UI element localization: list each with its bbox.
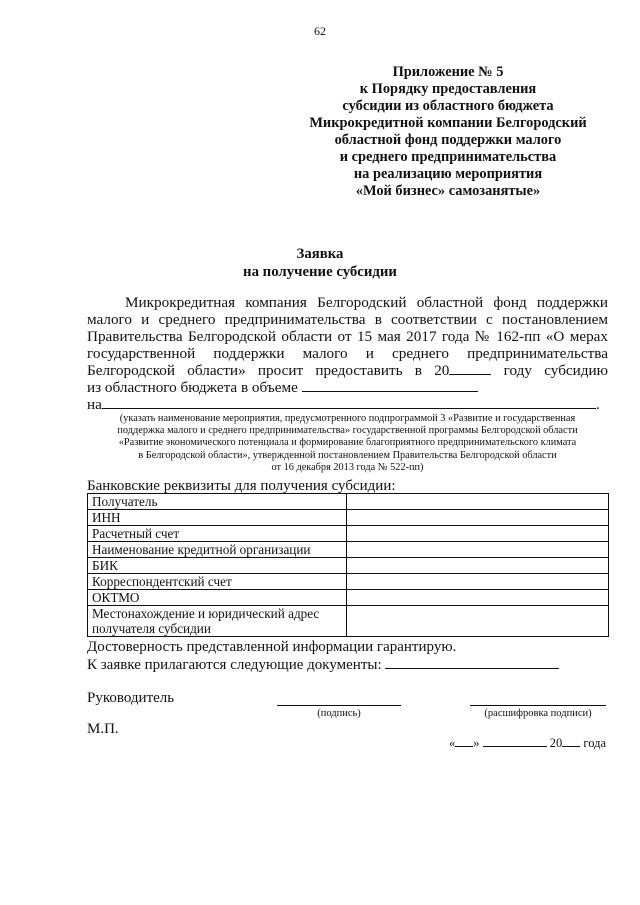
- hint-line: поддержка малого и среднего предпринимательства» государственной программы Белгородской области: [117, 425, 578, 437]
- row-value[interactable]: [347, 510, 609, 526]
- table-row: [88, 558, 609, 574]
- row-label: Корреспондентский счет: [88, 574, 347, 590]
- day-field[interactable]: [455, 746, 473, 747]
- form-title: [0, 245, 640, 281]
- purpose-period: .: [595, 396, 600, 413]
- appendix-header: [300, 64, 596, 200]
- signature-field[interactable]: [277, 705, 401, 706]
- attachments-field[interactable]: [385, 668, 559, 669]
- date-open-quote: «: [449, 736, 456, 750]
- row-label: ИНН: [88, 510, 347, 526]
- row-label: Получатель: [88, 494, 347, 510]
- page-number: 62: [314, 24, 326, 38]
- amount-field[interactable]: [302, 391, 478, 392]
- attachments-line: [87, 657, 559, 674]
- amount-label: из областного бюджета в объеме: [87, 379, 298, 396]
- row-value[interactable]: [347, 542, 609, 558]
- table-row: [88, 574, 609, 590]
- year-word: года: [583, 736, 606, 750]
- paragraph-text: году субсидию: [503, 362, 608, 379]
- appendix-line: Микрокредитной компании Белгородский: [309, 115, 587, 131]
- row-label: ОКТМО: [88, 590, 347, 606]
- form-title-line: Заявка: [296, 246, 344, 262]
- attachments-label: К заявке прилагаются следующие документы:: [87, 657, 382, 673]
- row-label: БИК: [88, 558, 347, 574]
- bank-details-title: Банковские реквизиты для получения субсидии:: [87, 478, 396, 494]
- row-label: [88, 606, 347, 637]
- row-label-line: получателя субсидии: [92, 621, 211, 636]
- bank-details-table: [87, 493, 609, 637]
- table-row: [88, 494, 609, 510]
- hint-line: от 16 декабря 2013 года № 522-пп): [271, 461, 424, 473]
- paragraph-line: государственной поддержки малого и среднего предпринимательства: [87, 345, 608, 362]
- hint-line: в Белгородской области», утвержденной постановлением Правительства Белгородской области: [138, 449, 557, 461]
- row-label: Расчетный счет: [88, 526, 347, 542]
- request-paragraph: [87, 294, 608, 413]
- stamp-label: М.П.: [87, 721, 119, 737]
- table-row: [88, 526, 609, 542]
- row-value[interactable]: [347, 606, 609, 637]
- signature-decode-caption: (расшифровка подписи): [484, 708, 592, 719]
- paragraph-line: [87, 379, 608, 396]
- year-suffix-field[interactable]: [562, 746, 580, 747]
- date-line: [449, 736, 606, 751]
- table-row: [88, 590, 609, 606]
- month-field[interactable]: [483, 746, 547, 747]
- table-row: [88, 542, 609, 558]
- table-row: [88, 510, 609, 526]
- paragraph-line: [87, 362, 608, 379]
- year-field[interactable]: [449, 374, 491, 375]
- row-value[interactable]: [347, 494, 609, 510]
- table-row: [88, 606, 609, 637]
- appendix-line: субсидии из областного бюджета: [342, 98, 554, 114]
- row-value[interactable]: [347, 574, 609, 590]
- signature-caption: (подпись): [317, 708, 361, 719]
- appendix-line: Приложение № 5: [392, 64, 504, 80]
- hint-line: «Развитие экономического потенциала и формирование благоприятного предпринимательского климата: [118, 437, 577, 449]
- row-value[interactable]: [347, 558, 609, 574]
- row-value[interactable]: [347, 526, 609, 542]
- guarantee-text: Достоверность представленной информации гарантирую.: [87, 639, 457, 655]
- head-role: Руководитель: [87, 690, 175, 706]
- date-close-quote: »: [473, 736, 480, 750]
- appendix-line: «Мой бизнес» самозанятые»: [355, 183, 541, 199]
- appendix-line: на реализацию мероприятия: [353, 166, 543, 182]
- purpose-hint: [87, 413, 608, 474]
- row-label-line: Местонахождение и юридический адрес: [92, 606, 320, 621]
- appendix-line: и среднего предпринимательства: [339, 149, 557, 165]
- purpose-field[interactable]: [102, 408, 596, 409]
- row-value[interactable]: [347, 590, 609, 606]
- appendix-line: областной фонд поддержки малого: [334, 132, 562, 148]
- signature-decode-field[interactable]: [470, 705, 606, 706]
- paragraph-line: Правительства Белгородской области от 15 мая 2017 года № 162-пп «О мерах: [87, 328, 608, 345]
- paragraph-line: малого и среднего предпринимательства в соответствии с постановлением: [87, 311, 608, 328]
- year-prefix: 20: [549, 736, 563, 750]
- row-label: Наименование кредитной организации: [88, 542, 347, 558]
- appendix-line: к Порядку предоставления: [359, 81, 537, 97]
- hint-line: (указать наименование мероприятия, предусмотренного подпрограммой 3 «Развитие и государственная: [119, 413, 576, 424]
- form-title-line: на получение субсидии: [243, 264, 397, 280]
- purpose-label: на: [87, 396, 102, 413]
- paragraph-line: Микрокредитная компания Белгородский областной фонд поддержки: [125, 294, 608, 311]
- paragraph-line: [87, 396, 608, 413]
- paragraph-text: Белгородской области» просит предоставить в 20: [87, 362, 450, 379]
